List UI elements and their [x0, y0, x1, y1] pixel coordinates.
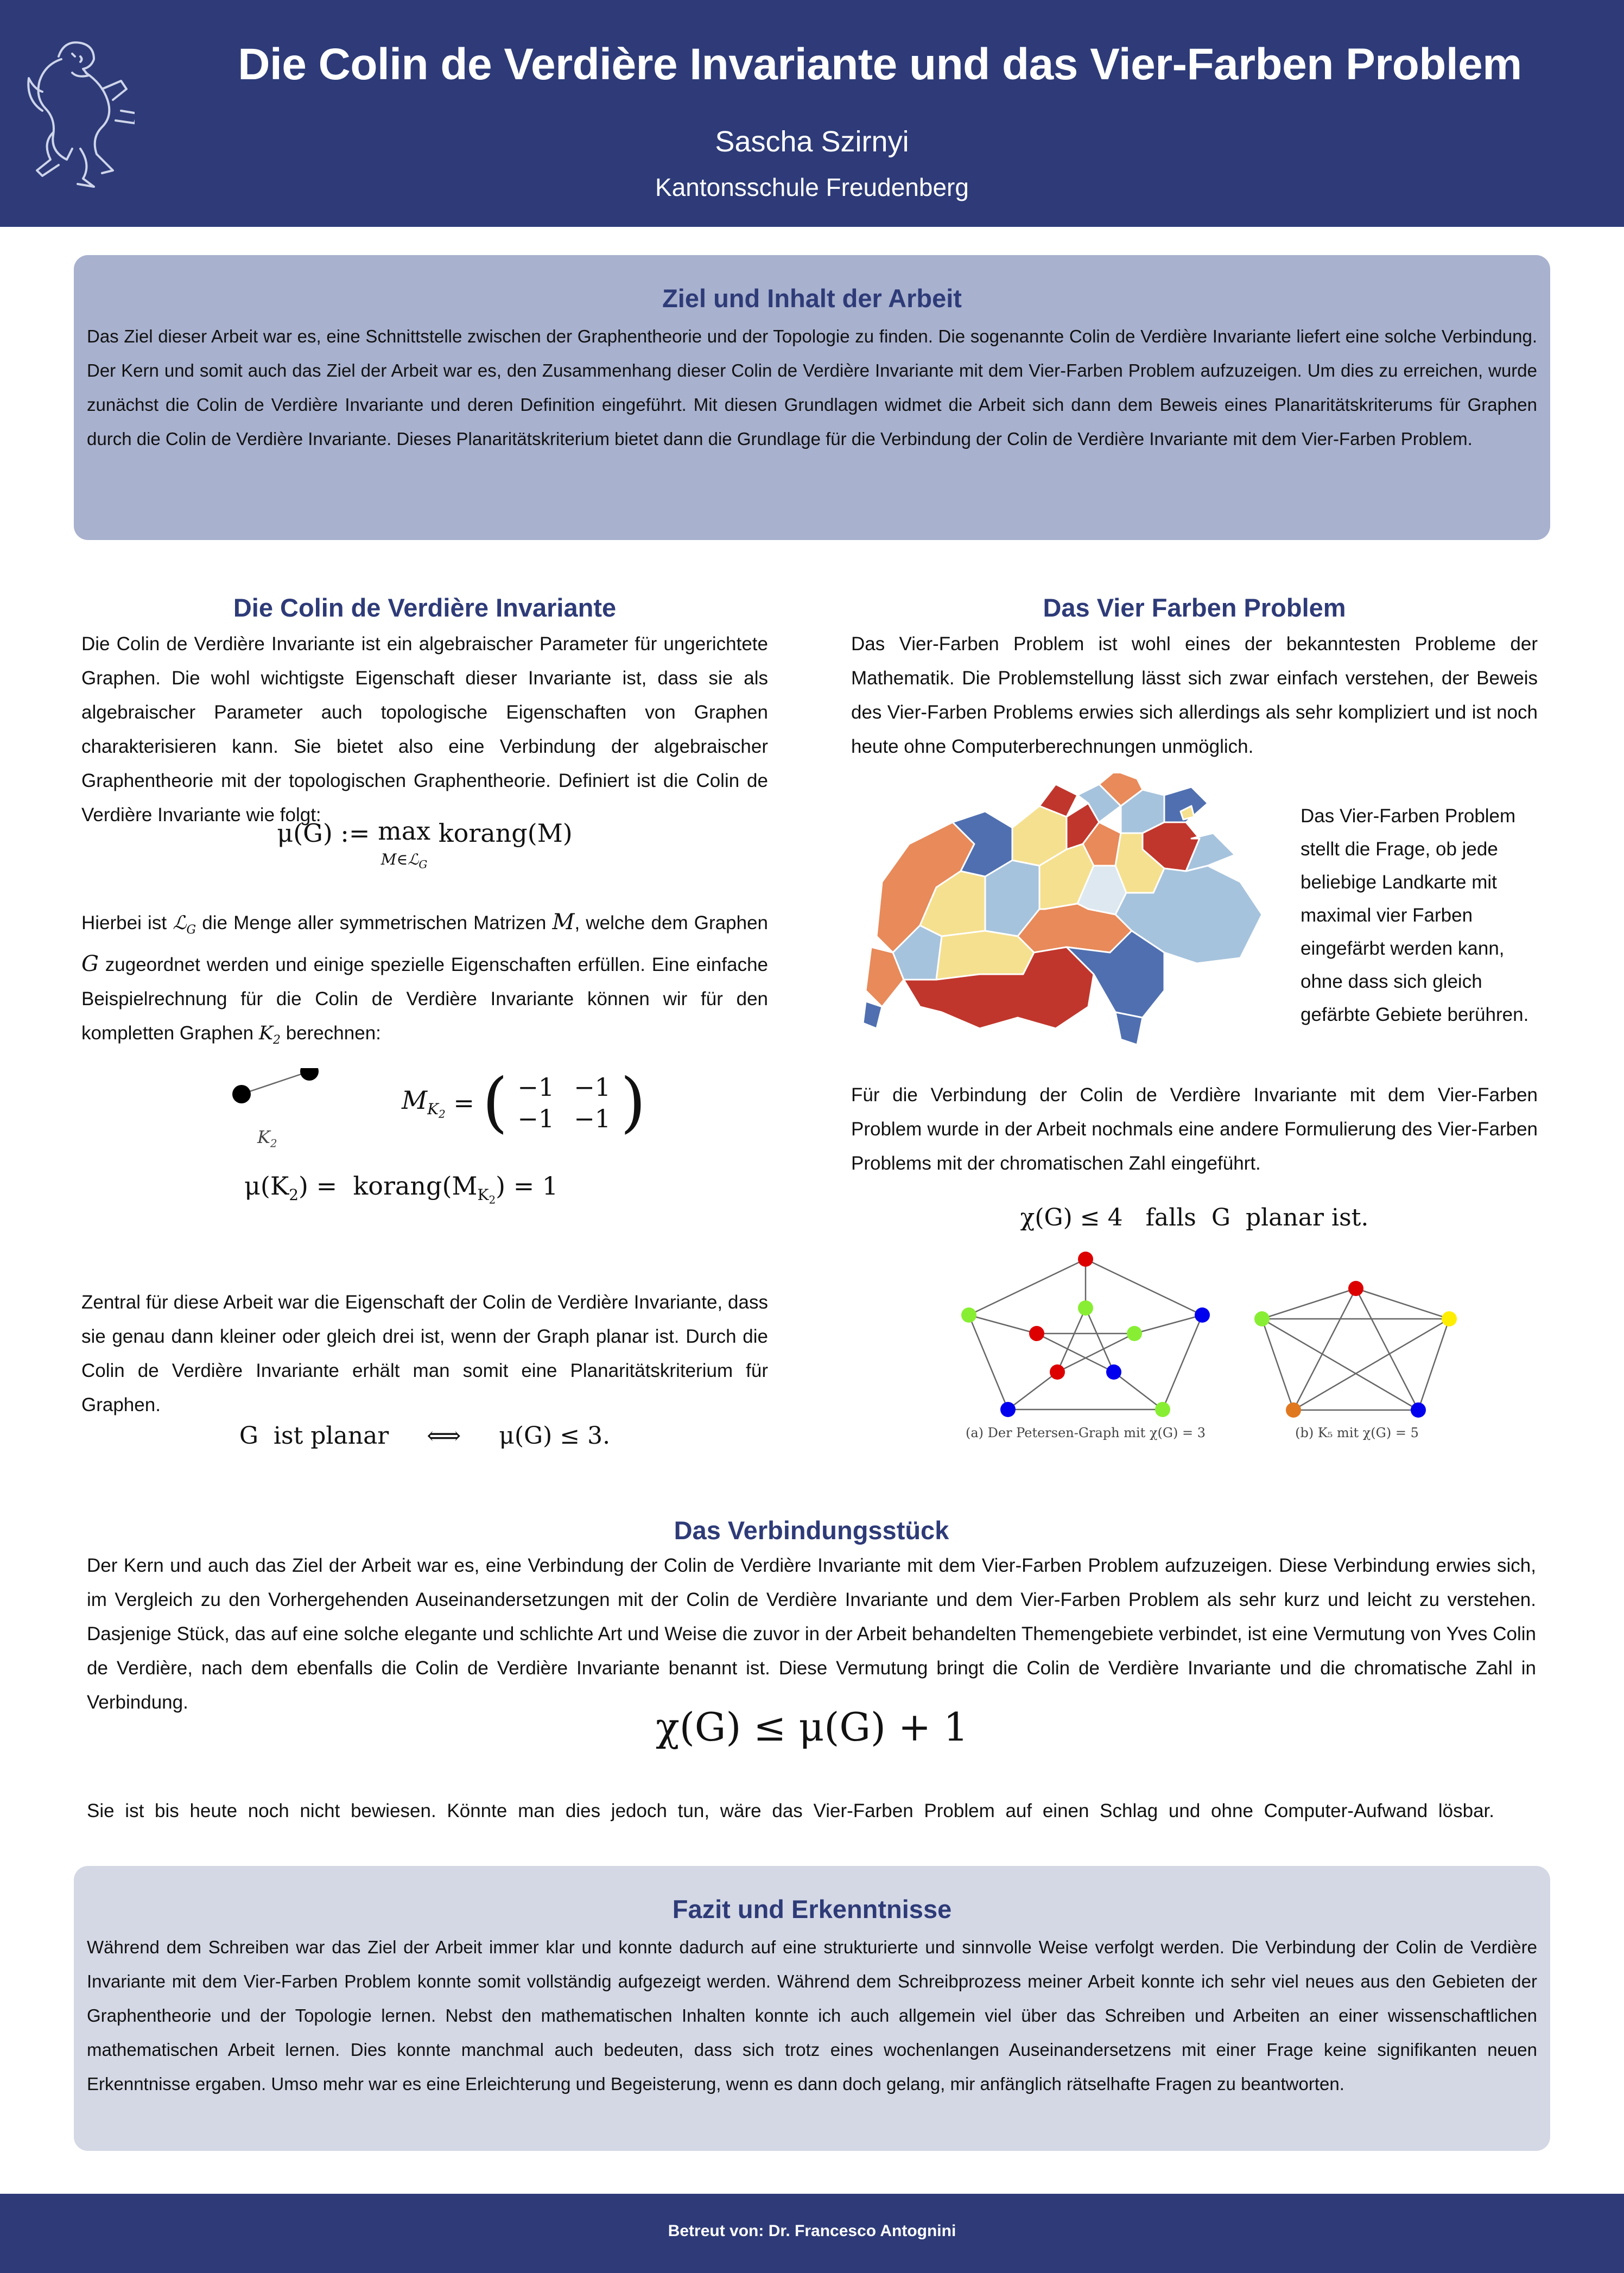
matrix-cell: −1	[517, 1104, 555, 1133]
matrix-cell: −1	[574, 1104, 611, 1133]
mu-k2-formula: $\mu(K_2)$ = $korang(M_{K_2}) = 1$	[244, 1171, 559, 1207]
matrix-cell: −1	[574, 1072, 611, 1102]
conclusion-box	[74, 1866, 1550, 2151]
chi-formula: χ(G) ≤ 4 falls G planar ist.	[1020, 1204, 1369, 1231]
conclusion-title: Fazit und Erkenntnisse	[672, 1895, 952, 1923]
petersen-vertex	[1195, 1307, 1210, 1323]
author-name: Sascha Szirnyi	[715, 125, 909, 158]
planar-formula: G ist planar ⟺ μ(G) ≤ 3.	[239, 1422, 611, 1450]
four-color-paragraph-2: Für die Verbindung der Colin de Verdière Invariante mit dem Vier-Farben Problem wurde in der Arbeit nochmals eine andere Formulierung des Vier-Farben Problems mit der chromatischen Zahl eingeführt.	[851, 1084, 1538, 1174]
four-color-section	[851, 593, 1538, 764]
petersen-edges	[969, 1259, 1202, 1409]
cdv-section	[81, 593, 768, 832]
switzerland-map-icon	[860, 773, 1273, 1050]
four-color-title: Das Vier Farben Problem	[1043, 593, 1346, 622]
petersen-vertex	[1127, 1326, 1142, 1341]
petersen-vertex	[1050, 1364, 1065, 1380]
four-color-aside: Das Vier-Farben Problem stellt die Frage, ob jede beliebige Landkarte mit maximal vier Farben eingefärbt werden kann, ohne dass sich gleich gefärbte Gebiete berühren.	[1301, 805, 1529, 1025]
formula-max-sub: M∈ℒ$_G$	[380, 850, 428, 871]
connection-title: Das Verbindungsstück	[674, 1516, 949, 1545]
poster-title: Die Colin de Verdière Invariante und das Vier-Farben Problem	[238, 40, 1522, 89]
lion-crest-icon	[21, 35, 135, 192]
k5-vertex	[1254, 1311, 1270, 1326]
petersen-vertex	[1000, 1402, 1016, 1417]
school-name: Kantonsschule Freudenberg	[655, 173, 969, 201]
caption-k5: (b) K₅ mit χ(G) = 5	[1295, 1425, 1419, 1440]
formula-lhs: μ(G) :=	[277, 818, 378, 848]
petersen-vertex	[1078, 1300, 1093, 1316]
petersen-vertex	[961, 1307, 976, 1323]
petersen-vertex	[1106, 1364, 1121, 1380]
caption-petersen: (a) Der Petersen-Graph mit χ(G) = 3	[965, 1425, 1206, 1440]
k5-vertex	[1411, 1402, 1426, 1418]
formula-max-word: max	[378, 816, 431, 846]
cdv-paragraph-2: Hierbei ist ℒ$_G$ die Menge aller symmetrischen Matrizen M, welche dem Graphen G zugeordnet werden und einige spezielle Eigenschaften erfüllen. Eine einfache Beispielrechnung für die Colin de Verdière Invariante können wir für den kompletten Graphen $K_2$ berechnen:	[81, 910, 769, 1047]
k2-graph	[223, 1068, 331, 1112]
footer	[0, 2194, 1624, 2273]
cdv-definition-formula	[81, 818, 768, 877]
matrix-lhs: $M_{K_2}$	[402, 1085, 446, 1121]
matrix-table	[507, 1071, 620, 1134]
k5-vertex	[1286, 1402, 1301, 1418]
intro-title: Ziel und Inhalt der Arbeit	[662, 284, 962, 313]
matrix-paren-right: )	[620, 1065, 646, 1140]
k2-edge	[242, 1071, 309, 1094]
k2-vertex	[300, 1068, 319, 1081]
supervisor-text: Betreut von: Dr. Francesco Antognini	[668, 2222, 956, 2240]
petersen-vertex	[1078, 1252, 1093, 1267]
cdv-title: Die Colin de Verdière Invariante	[233, 593, 617, 622]
k2-vertex	[232, 1085, 251, 1103]
petersen-graph	[955, 1248, 1216, 1422]
header	[0, 0, 1624, 227]
k5-graph	[1248, 1279, 1466, 1420]
cdv-paragraph-3: Zentral für diese Arbeit war die Eigenschaft der Colin de Verdière Invariante, dass sie genau dann kleiner oder gleich drei ist, wenn der Graph planar ist. Durch die Colin de Verdière Invariante erhält man somit eine Planaritätskriterium für Graphen.	[81, 1292, 768, 1415]
k5-edges	[1262, 1288, 1449, 1410]
connection-section	[87, 1515, 1536, 1719]
k5-vertex	[1442, 1311, 1457, 1326]
matrix-cell: −1	[517, 1072, 555, 1102]
four-color-paragraph-1: Das Vier-Farben Problem ist wohl eines der bekanntesten Probleme der Mathematik. Die Problemstellung lässt sich zwar einfach verstehen, der Beweis des Vier-Farben Problems erwies sich allerdings als sehr kompliziert und ist noch heute ohne Computerberechnungen unmöglich.	[851, 633, 1538, 757]
k2-label: $K_2$	[257, 1127, 277, 1150]
connection-text: Der Kern und auch das Ziel der Arbeit war es, eine Verbindung der Colin de Verdière Invariante mit dem Vier-Farben Problem aufzuzeigen. Diese Verbindung erwies sich, im Vergleich zu den Vorhergehenden Auseinandersetzungen mit der Colin de Verdière Invariante und dem Vier-Farben Problem als sehr kurz und leicht zu verstehen. Dasjenige Stück, das auf eine solche elegante und schlichte Art und Weise die zuvor in der Arbeit behandelten Themengebiete verbindet, ist eine Vermutung von Yves Colin de Verdière, nach dem ebenfalls die Colin de Verdière Invariante benannt ist. Diese Vermutung bringt die Colin de Verdière Invariante und die chromatische Zahl in Verbindung.	[87, 1555, 1536, 1713]
intro-text: Das Ziel dieser Arbeit war es, eine Schnittstelle zwischen der Graphentheorie und der Topologie zu finden. Die sogenannte Colin de Verdière Invariante liefert eine solche Verbindung. Der Kern und somit auch das Ziel der Arbeit war es, den Zusammenhang dieser Colin de Verdière Invariante mit dem Vier-Farben Problem aufzuzeigen. Um dies zu erreichen, wurde zunächst die Colin de Verdière Invariante und deren Definition eingeführt. Mit diesen Grundlagen widmet die Arbeit sich dann dem Beweis eines Planaritätskriterums für Graphen durch die Colin de Verdière Invariante. Dieses Planaritätskriterium bietet dann die Grundlage für die Verbindung der Colin de Verdière Invariante mit dem Vier-Farben Problem.	[87, 326, 1537, 449]
intro-box	[74, 255, 1550, 540]
matrix-eq: =	[445, 1088, 483, 1118]
matrix-paren-left: (	[482, 1065, 508, 1140]
petersen-vertex	[1029, 1326, 1044, 1341]
formula-rhs: korang(M)	[430, 818, 573, 848]
petersen-vertex	[1155, 1402, 1170, 1417]
formula-max	[378, 818, 430, 877]
conclusion-text: Während dem Schreiben war das Ziel der Arbeit immer klar und konnte dadurch auf eine strukturierte und sinnvolle Weise verfolgt werden. Die Verbindung der Colin de Verdière Invariante mit dem Vier-Farben Problem konnte somit vollständig aufgezeigt werden. Während dem Schreibprozess meiner Arbeit konnte ich sehr viel neues aus den Gebieten der Graphentheorie und der Topologie lernen. Nebst den mathematischen Inhalten konnte ich auch allgemein viel über das Schreiben und Arbeiten an einer wissenschaftlichen mathematischen Arbeit lernen. Dies konnte manchmal auch bedeuten, dass sich trotz eines wochenlangen Auseinandersetzens mit einer Frage keine signifikanten neuen Erkenntnisse ergaben. Umso mehr war es eine Erleichterung und Begeisterung, wenn es dann doch gelang, mir anfänglich rätselhafte Fragen zu beantworten.	[87, 1937, 1537, 2094]
k5-vertex	[1348, 1281, 1363, 1296]
conjecture-formula: χ(G) ≤ μ(G) + 1	[656, 1704, 968, 1750]
connection-closing: Sie ist bis heute noch nicht bewiesen. Könnte man dies jedoch tun, wäre das Vier-Farben Problem auf einen Schlag und ohne Computer-Aufwand lösbar.	[87, 1800, 1495, 1821]
k2-matrix-formula	[402, 1065, 646, 1140]
cdv-paragraph-1: Die Colin de Verdière Invariante ist ein algebraischer Parameter für ungerichtete Graphen. Die wohl wichtigste Eigenschaft dieser Invariante ist, dass sie als algebraischer Parameter auch topologische Eigenschaften von Graphen charakterisieren kann. Sie bietet also eine Verbindung der algebraischer Graphentheorie mit der topologischen Graphentheorie. Definiert ist die Colin de Verdière Invariante wie folgt:	[81, 633, 768, 826]
